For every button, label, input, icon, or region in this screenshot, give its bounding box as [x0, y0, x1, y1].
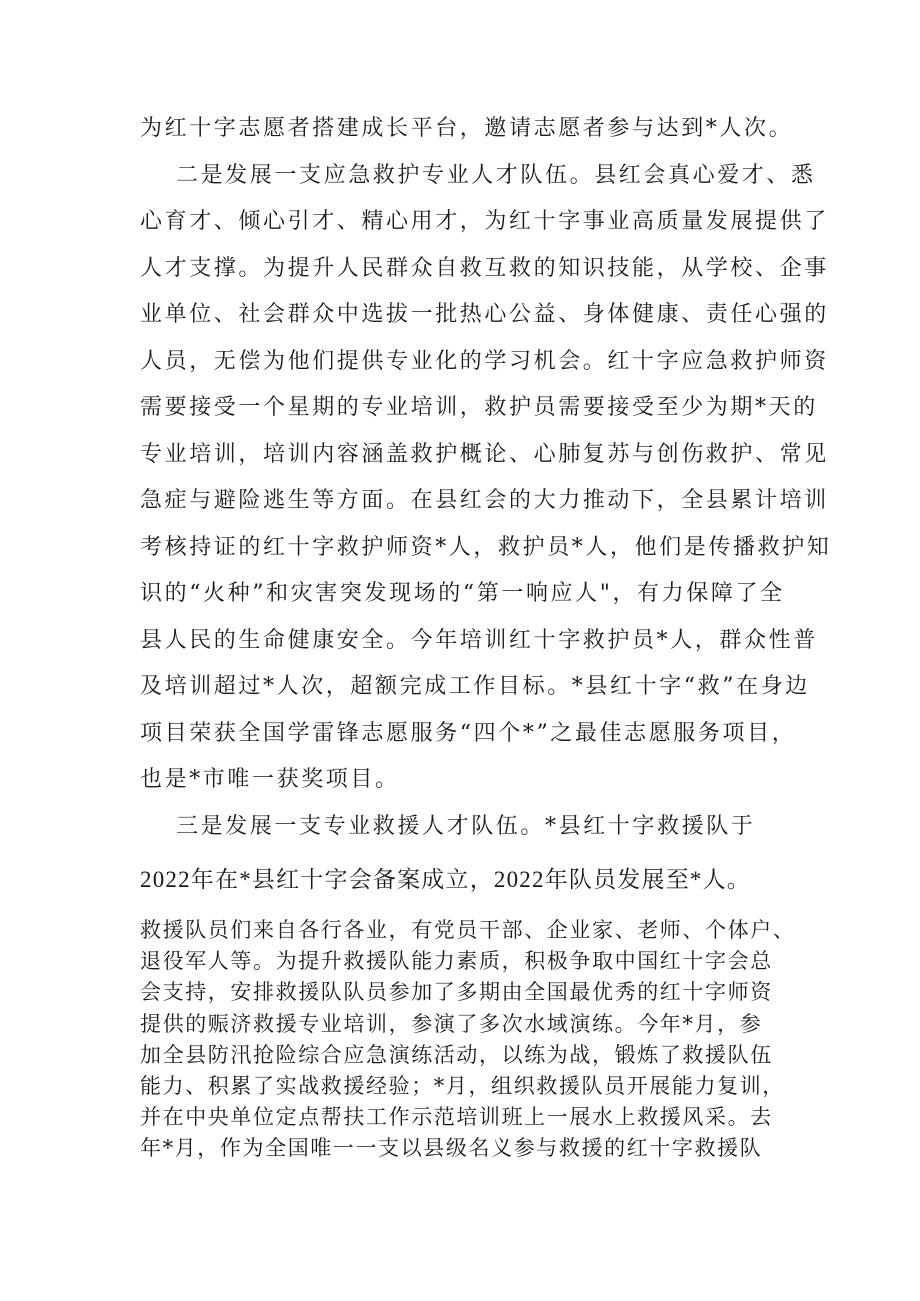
- text-line: 人才支撑。为提升人民群众自救互救的知识技能，从学校、企事: [140, 255, 829, 281]
- text-line: 能力、积累了实战救援经验；*月，组织救援队员开展能力复训，: [140, 1073, 785, 1098]
- text-line: 需要接受一个星期的专业培训，救护员需要接受至少为期*天的: [140, 395, 818, 420]
- text-line: 并在中央单位定点帮扶工作示范培训班上一展水上救援风采。去: [140, 1105, 773, 1130]
- text-line: 会支持，安排救援队队员参加了多期由全国最优秀的红十字师资: [140, 980, 773, 1005]
- text-line: 考核持证的红十字救护师资*人，救护员*人，他们是传播救护知: [140, 534, 832, 560]
- text-line: 年*月，作为全国唯一一支以县级名义参与救援的红十字救援队: [140, 1136, 763, 1161]
- text-line: 项目荣获全国学雷锋志愿服务“四个*”之最佳志愿服务项目，: [140, 720, 797, 746]
- text-line: 退役军人等。为提升救援队能力素质，积极争取中国红十字会总: [140, 949, 773, 974]
- text-line: 县人民的生命健康安全。今年培训红十字救护员*人，群众性普: [140, 627, 818, 653]
- text-line: 业单位、社会群众中选拔一批热心公益、身体健康、责任心强的: [140, 302, 829, 327]
- text-line: 人员，无偿为他们提供专业化的学习机会。红十字应急救护师资: [140, 348, 829, 374]
- text-line: 心育才、倾心引才、精心用才，为红十字事业高质量发展提供了: [140, 209, 829, 234]
- text-line: 识的“火种”和灾害突发现场的“第一响应人"，有力保障了全: [140, 581, 785, 606]
- text-line: 专业培训，培训内容涵盖救护概论、心肺复苏与创伤救护、常见: [140, 441, 829, 467]
- text-line: 急症与避险逃生等方面。在县红会的大力推动下，全县累计培训: [140, 488, 829, 513]
- body-text-block-1: [140, 106, 832, 850]
- text-line: 救援队员们来自各行各业，有党员干部、企业家、老师、个体户、: [140, 918, 796, 942]
- body-text-block-2: [140, 915, 796, 1165]
- year-line: 2022年在*县红十字会备案成立，2022年队员发展至*人。: [140, 867, 751, 892]
- text-line: 为红十字志愿者搭建成长平台，邀请志愿者参与达到*人次。: [140, 116, 794, 141]
- text-line: 也是*市唯一获奖项目。: [140, 767, 400, 792]
- text-line: 及培训超过*人次，超额完成工作目标。*县红十字“救”在身边: [140, 674, 810, 699]
- text-line: 提供的赈济救援专业培训，参演了多次水域演练。今年*月，参: [140, 1011, 763, 1036]
- paragraph-heading-line: 三是发展一支专业救援人才队伍。*县红十字救援队于: [176, 813, 756, 839]
- text-line: 加全县防汛抢险综合应急演练活动，以练为战，锻炼了救援队伍: [140, 1042, 773, 1067]
- paragraph-heading-line: 二是发展一支应急救护专业人才队伍。县红会真心爱才、悉: [176, 162, 816, 188]
